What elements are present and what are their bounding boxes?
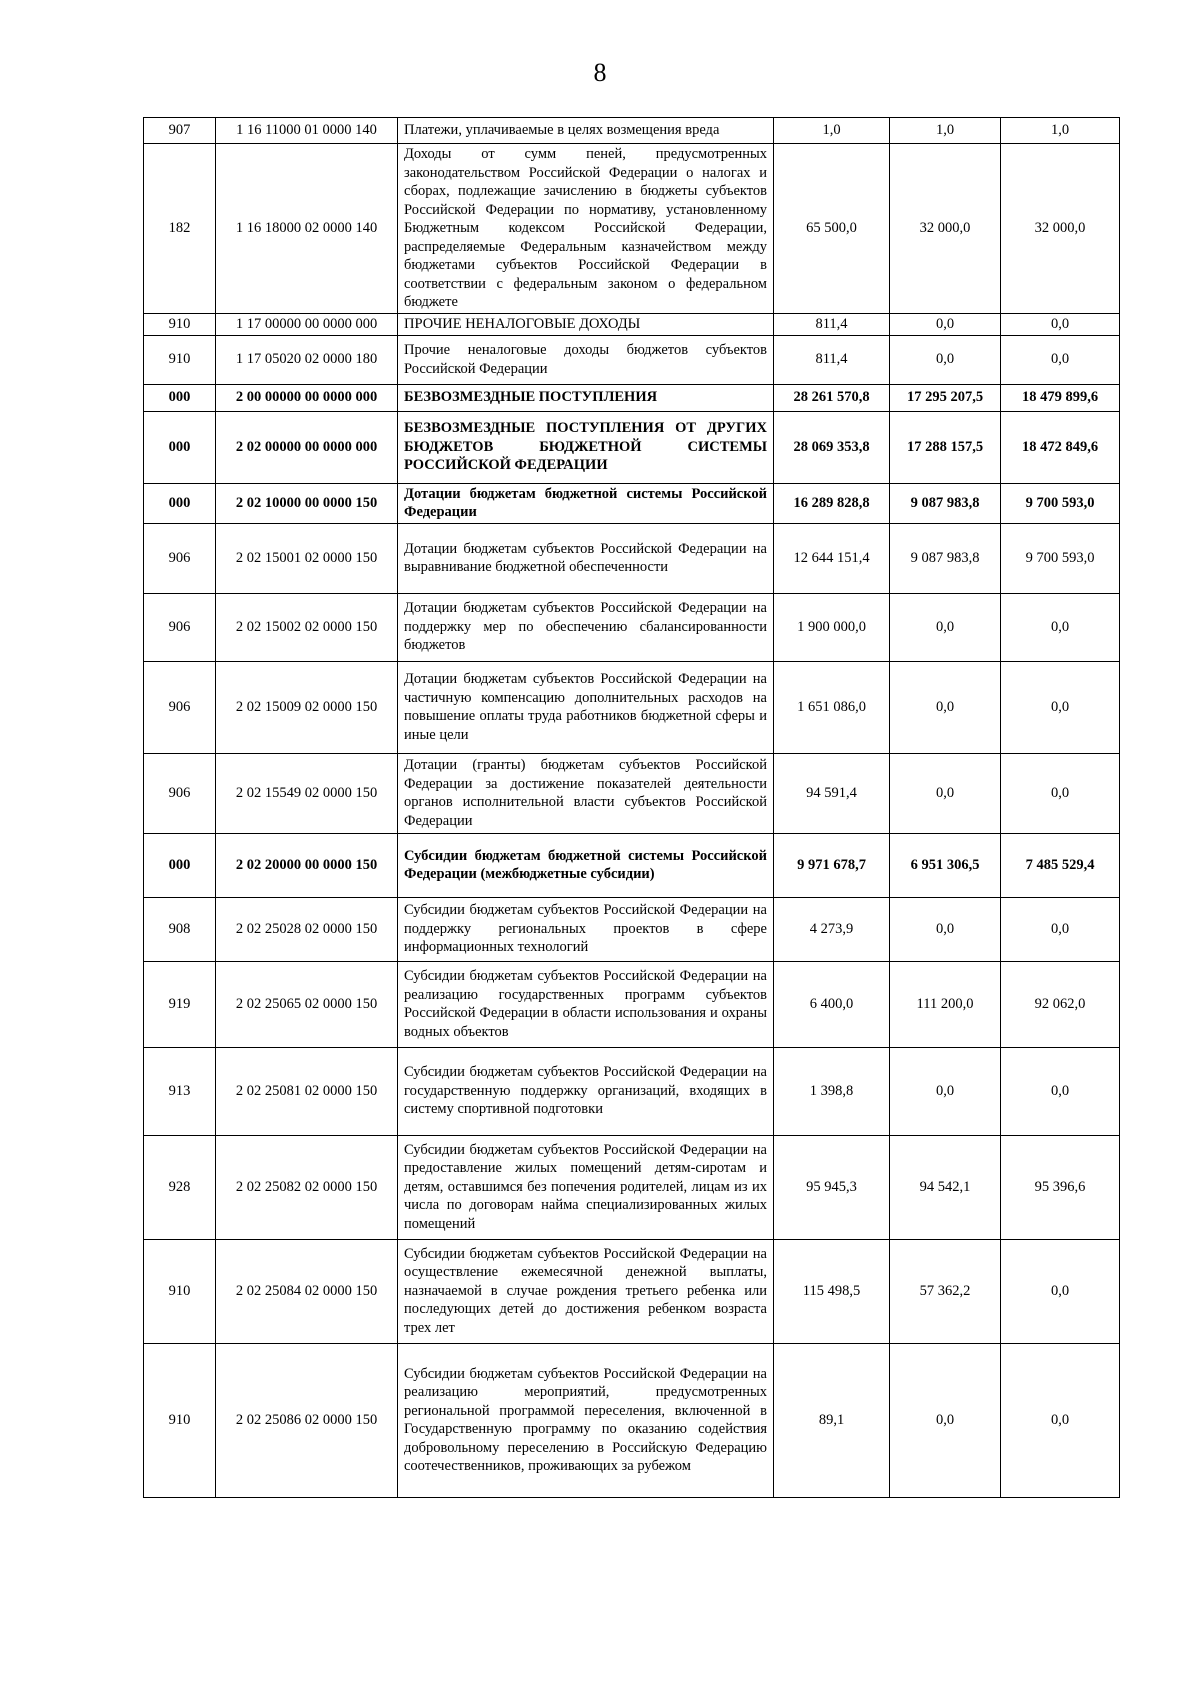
amount-year-3-cell: 7 485 529,4 [1001, 833, 1120, 897]
table-row [144, 753, 1120, 833]
table-row [144, 523, 1120, 593]
amount-year-2-cell: 0,0 [890, 897, 1001, 961]
admin-code-cell: 000 [144, 411, 216, 483]
revenue-name-cell: Субсидии бюджетам субъектов Российской Федерации на государственную поддержку организаций, входящих в систему спортивной подготовки [398, 1047, 774, 1135]
table-row [144, 144, 1120, 314]
table-row [144, 314, 1120, 336]
amount-year-2-cell: 94 542,1 [890, 1135, 1001, 1239]
page-number: 8 [593, 58, 607, 87]
table-row [144, 384, 1120, 411]
amount-year-2-cell: 57 362,2 [890, 1239, 1001, 1343]
budget-classification-code-cell: 2 02 15001 02 0000 150 [216, 523, 398, 593]
amount-year-1-cell: 4 273,9 [774, 897, 890, 961]
revenue-name-cell: Субсидии бюджетам субъектов Российской Федерации на предоставление жилых помещений детям-сиротам и детям, оставшимся без попечения родителей, лицам из их числа по договорам найма специализированных жилых помещений [398, 1135, 774, 1239]
budget-classification-code-cell: 2 00 00000 00 0000 000 [216, 384, 398, 411]
amount-year-3-cell: 18 472 849,6 [1001, 411, 1120, 483]
table-row [144, 1135, 1120, 1239]
admin-code-cell: 910 [144, 1343, 216, 1497]
amount-year-3-cell: 9 700 593,0 [1001, 523, 1120, 593]
amount-year-1-cell: 16 289 828,8 [774, 483, 890, 523]
amount-year-1-cell: 811,4 [774, 314, 890, 336]
amount-year-3-cell: 0,0 [1001, 1239, 1120, 1343]
amount-year-2-cell: 1,0 [890, 118, 1001, 144]
table-row [144, 593, 1120, 661]
amount-year-1-cell: 95 945,3 [774, 1135, 890, 1239]
amount-year-3-cell: 0,0 [1001, 753, 1120, 833]
table-row [144, 335, 1120, 384]
amount-year-2-cell: 32 000,0 [890, 144, 1001, 314]
amount-year-1-cell: 28 069 353,8 [774, 411, 890, 483]
admin-code-cell: 000 [144, 833, 216, 897]
amount-year-3-cell: 0,0 [1001, 335, 1120, 384]
amount-year-1-cell: 28 261 570,8 [774, 384, 890, 411]
revenue-name-cell: Субсидии бюджетам бюджетной системы Российской Федерации (межбюджетные субсидии) [398, 833, 774, 897]
budget-classification-code-cell: 2 02 15549 02 0000 150 [216, 753, 398, 833]
admin-code-cell: 906 [144, 753, 216, 833]
admin-code-cell: 907 [144, 118, 216, 144]
amount-year-3-cell: 9 700 593,0 [1001, 483, 1120, 523]
budget-classification-code-cell: 2 02 15002 02 0000 150 [216, 593, 398, 661]
table-row [144, 1047, 1120, 1135]
amount-year-2-cell: 0,0 [890, 593, 1001, 661]
revenue-name-cell: Доходы от сумм пеней, предусмотренных законодательством Российской Федерации о налогах и сборах, подлежащие зачислению в бюджеты субъектов Российской Федерации по нормативу, установленному Бюджетным кодексом Российской Федерации, распределяемые Федеральным казначейством между бюджетами субъектов Российской Федерации в соответствии с федеральным законом о федеральном бюджете [398, 144, 774, 314]
revenue-name-cell: Субсидии бюджетам субъектов Российской Федерации на реализацию мероприятий, предусмотренных региональной программой переселения, включенной в Государственную программу по оказанию содействия добровольному переселению в Российскую Федерацию соотечественников, проживающих за рубежом [398, 1343, 774, 1497]
admin-code-cell: 910 [144, 314, 216, 336]
table-row [144, 661, 1120, 753]
amount-year-3-cell: 0,0 [1001, 314, 1120, 336]
amount-year-2-cell: 0,0 [890, 661, 1001, 753]
table-row [144, 1343, 1120, 1497]
table-row [144, 411, 1120, 483]
admin-code-cell: 906 [144, 661, 216, 753]
amount-year-1-cell: 1,0 [774, 118, 890, 144]
revenue-name-cell: Субсидии бюджетам субъектов Российской Федерации на поддержку региональных проектов в сфере информационных технологий [398, 897, 774, 961]
budget-classification-code-cell: 1 17 00000 00 0000 000 [216, 314, 398, 336]
amount-year-3-cell: 18 479 899,6 [1001, 384, 1120, 411]
amount-year-3-cell: 1,0 [1001, 118, 1120, 144]
amount-year-3-cell: 0,0 [1001, 897, 1120, 961]
revenue-name-cell: Дотации (гранты) бюджетам субъектов Российской Федерации за достижение показателей деятельности органов исполнительной власти субъектов Российской Федерации [398, 753, 774, 833]
revenue-name-cell: Субсидии бюджетам субъектов Российской Федерации на реализацию государственных программ субъектов Российской Федерации в области использования и охраны водных объектов [398, 961, 774, 1047]
admin-code-cell: 919 [144, 961, 216, 1047]
admin-code-cell: 908 [144, 897, 216, 961]
amount-year-3-cell: 0,0 [1001, 1343, 1120, 1497]
admin-code-cell: 906 [144, 523, 216, 593]
revenue-name-cell: Дотации бюджетам субъектов Российской Федерации на выравнивание бюджетной обеспеченности [398, 523, 774, 593]
amount-year-3-cell: 92 062,0 [1001, 961, 1120, 1047]
amount-year-2-cell: 6 951 306,5 [890, 833, 1001, 897]
budget-classification-code-cell: 1 16 11000 01 0000 140 [216, 118, 398, 144]
revenue-name-cell: Субсидии бюджетам субъектов Российской Федерации на осуществление ежемесячной денежной выплаты, назначаемой в случае рождения третьего ребенка или последующих детей до достижения ребенком возраста трех лет [398, 1239, 774, 1343]
budget-classification-code-cell: 2 02 15009 02 0000 150 [216, 661, 398, 753]
admin-code-cell: 913 [144, 1047, 216, 1135]
revenue-name-cell: Прочие неналоговые доходы бюджетов субъектов Российской Федерации [398, 335, 774, 384]
table-row [144, 961, 1120, 1047]
amount-year-2-cell: 0,0 [890, 314, 1001, 336]
amount-year-3-cell: 95 396,6 [1001, 1135, 1120, 1239]
budget-classification-code-cell: 2 02 25065 02 0000 150 [216, 961, 398, 1047]
amount-year-1-cell: 89,1 [774, 1343, 890, 1497]
revenue-name-cell: Дотации бюджетам бюджетной системы Российской Федерации [398, 483, 774, 523]
amount-year-1-cell: 811,4 [774, 335, 890, 384]
amount-year-2-cell: 9 087 983,8 [890, 523, 1001, 593]
amount-year-1-cell: 6 400,0 [774, 961, 890, 1047]
amount-year-2-cell: 0,0 [890, 753, 1001, 833]
amount-year-1-cell: 1 651 086,0 [774, 661, 890, 753]
amount-year-3-cell: 0,0 [1001, 1047, 1120, 1135]
admin-code-cell: 910 [144, 335, 216, 384]
revenue-name-cell: Платежи, уплачиваемые в целях возмещения вреда [398, 118, 774, 144]
admin-code-cell: 906 [144, 593, 216, 661]
budget-classification-code-cell: 2 02 20000 00 0000 150 [216, 833, 398, 897]
table-body [144, 118, 1120, 1498]
budget-classification-code-cell: 2 02 25028 02 0000 150 [216, 897, 398, 961]
amount-year-3-cell: 0,0 [1001, 661, 1120, 753]
amount-year-1-cell: 115 498,5 [774, 1239, 890, 1343]
table-row [144, 897, 1120, 961]
amount-year-2-cell: 0,0 [890, 335, 1001, 384]
amount-year-3-cell: 0,0 [1001, 593, 1120, 661]
amount-year-1-cell: 65 500,0 [774, 144, 890, 314]
budget-classification-code-cell: 2 02 00000 00 0000 000 [216, 411, 398, 483]
table-row [144, 833, 1120, 897]
revenue-name-cell: БЕЗВОЗМЕЗДНЫЕ ПОСТУПЛЕНИЯ ОТ ДРУГИХ БЮДЖЕТОВ БЮДЖЕТНОЙ СИСТЕМЫ РОССИЙСКОЙ ФЕДЕРАЦИИ [398, 411, 774, 483]
revenue-name-cell: Дотации бюджетам субъектов Российской Федерации на частичную компенсацию дополнительных расходов на повышение оплаты труда работников бюджетной сферы и иные цели [398, 661, 774, 753]
amount-year-2-cell: 9 087 983,8 [890, 483, 1001, 523]
budget-classification-code-cell: 1 17 05020 02 0000 180 [216, 335, 398, 384]
budget-classification-code-cell: 1 16 18000 02 0000 140 [216, 144, 398, 314]
budget-classification-code-cell: 2 02 25084 02 0000 150 [216, 1239, 398, 1343]
budget-classification-code-cell: 2 02 25086 02 0000 150 [216, 1343, 398, 1497]
amount-year-2-cell: 17 295 207,5 [890, 384, 1001, 411]
amount-year-1-cell: 12 644 151,4 [774, 523, 890, 593]
amount-year-2-cell: 17 288 157,5 [890, 411, 1001, 483]
revenue-name-cell: ПРОЧИЕ НЕНАЛОГОВЫЕ ДОХОДЫ [398, 314, 774, 336]
amount-year-3-cell: 32 000,0 [1001, 144, 1120, 314]
table-row [144, 118, 1120, 144]
revenue-name-cell: БЕЗВОЗМЕЗДНЫЕ ПОСТУПЛЕНИЯ [398, 384, 774, 411]
admin-code-cell: 928 [144, 1135, 216, 1239]
table-row [144, 1239, 1120, 1343]
budget-classification-code-cell: 2 02 25082 02 0000 150 [216, 1135, 398, 1239]
revenue-name-cell: Дотации бюджетам субъектов Российской Федерации на поддержку мер по обеспечению сбалансированности бюджетов [398, 593, 774, 661]
amount-year-2-cell: 111 200,0 [890, 961, 1001, 1047]
budget-revenue-table [143, 117, 1120, 1498]
amount-year-1-cell: 1 900 000,0 [774, 593, 890, 661]
amount-year-1-cell: 1 398,8 [774, 1047, 890, 1135]
budget-classification-code-cell: 2 02 25081 02 0000 150 [216, 1047, 398, 1135]
amount-year-1-cell: 9 971 678,7 [774, 833, 890, 897]
admin-code-cell: 000 [144, 483, 216, 523]
amount-year-2-cell: 0,0 [890, 1047, 1001, 1135]
table-row [144, 483, 1120, 523]
admin-code-cell: 182 [144, 144, 216, 314]
amount-year-2-cell: 0,0 [890, 1343, 1001, 1497]
admin-code-cell: 910 [144, 1239, 216, 1343]
budget-classification-code-cell: 2 02 10000 00 0000 150 [216, 483, 398, 523]
admin-code-cell: 000 [144, 384, 216, 411]
amount-year-1-cell: 94 591,4 [774, 753, 890, 833]
